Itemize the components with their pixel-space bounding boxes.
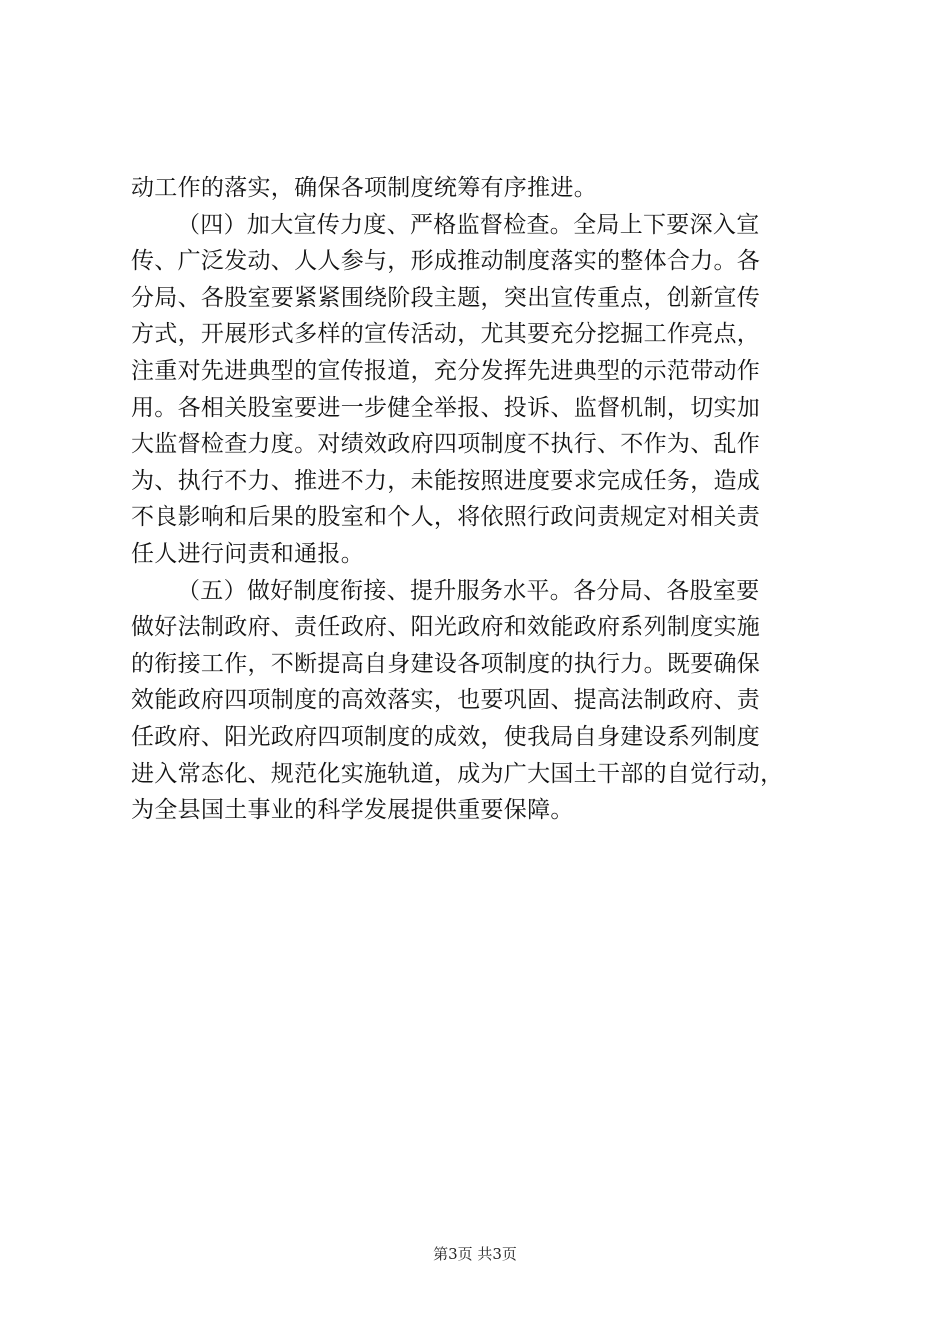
- text-line: 不良影响和后果的股室和个人，将依照行政问责规定对相关责: [131, 504, 761, 531]
- page-number-label: 第3页 共3页: [433, 1245, 517, 1263]
- text-line: 效能政府四项制度的高效落实，也要巩固、提高法制政府、责: [131, 687, 761, 714]
- text-line: 分局、各股室要紧紧围绕阶段主题，突出宣传重点，创新宣传: [131, 284, 761, 311]
- text-line: 进入常态化、规范化实施轨道，成为广大国土干部的自觉行动，: [131, 760, 784, 787]
- text-line: 任政府、阳光政府四项制度的成效，使我局自身建设系列制度: [131, 723, 761, 750]
- text-line: 大监督检查力度。对绩效政府四项制度不执行、不作为、乱作: [131, 431, 761, 458]
- paragraph-4-heading-line: （四）加大宣传力度、严格监督检查。全局上下要深入宣: [177, 211, 760, 238]
- text-line: 动工作的落实，确保各项制度统筹有序推进。: [131, 175, 597, 201]
- text-line: 为全县国土事业的科学发展提供重要保障。: [131, 797, 574, 824]
- paragraph-5-heading-line: （五）做好制度衔接、提升服务水平。各分局、各股室要: [177, 577, 760, 604]
- text-line: 的衔接工作，不断提高自身建设各项制度的执行力。既要确保: [131, 650, 761, 677]
- text-line: 为、执行不力、推进不力，未能按照进度要求完成任务，造成: [131, 467, 761, 494]
- text-line: 用。各相关股室要进一步健全举报、投诉、监督机制，切实加: [131, 394, 761, 421]
- text-line: 任人进行问责和通报。: [131, 540, 364, 567]
- text-line: 注重对先进典型的宣传报道，充分发挥先进典型的示范带动作: [131, 357, 761, 384]
- text-line: 方式，开展形式多样的宣传活动，尤其要充分挖掘工作亮点，: [131, 321, 761, 348]
- text-line: 做好法制政府、责任政府、阳光政府和效能政府系列制度实施: [131, 614, 761, 641]
- page-footer: [0, 1244, 950, 1264]
- document-body: [131, 170, 831, 829]
- text-line: 传、广泛发动、人人参与，形成推动制度落实的整体合力。各: [131, 248, 761, 275]
